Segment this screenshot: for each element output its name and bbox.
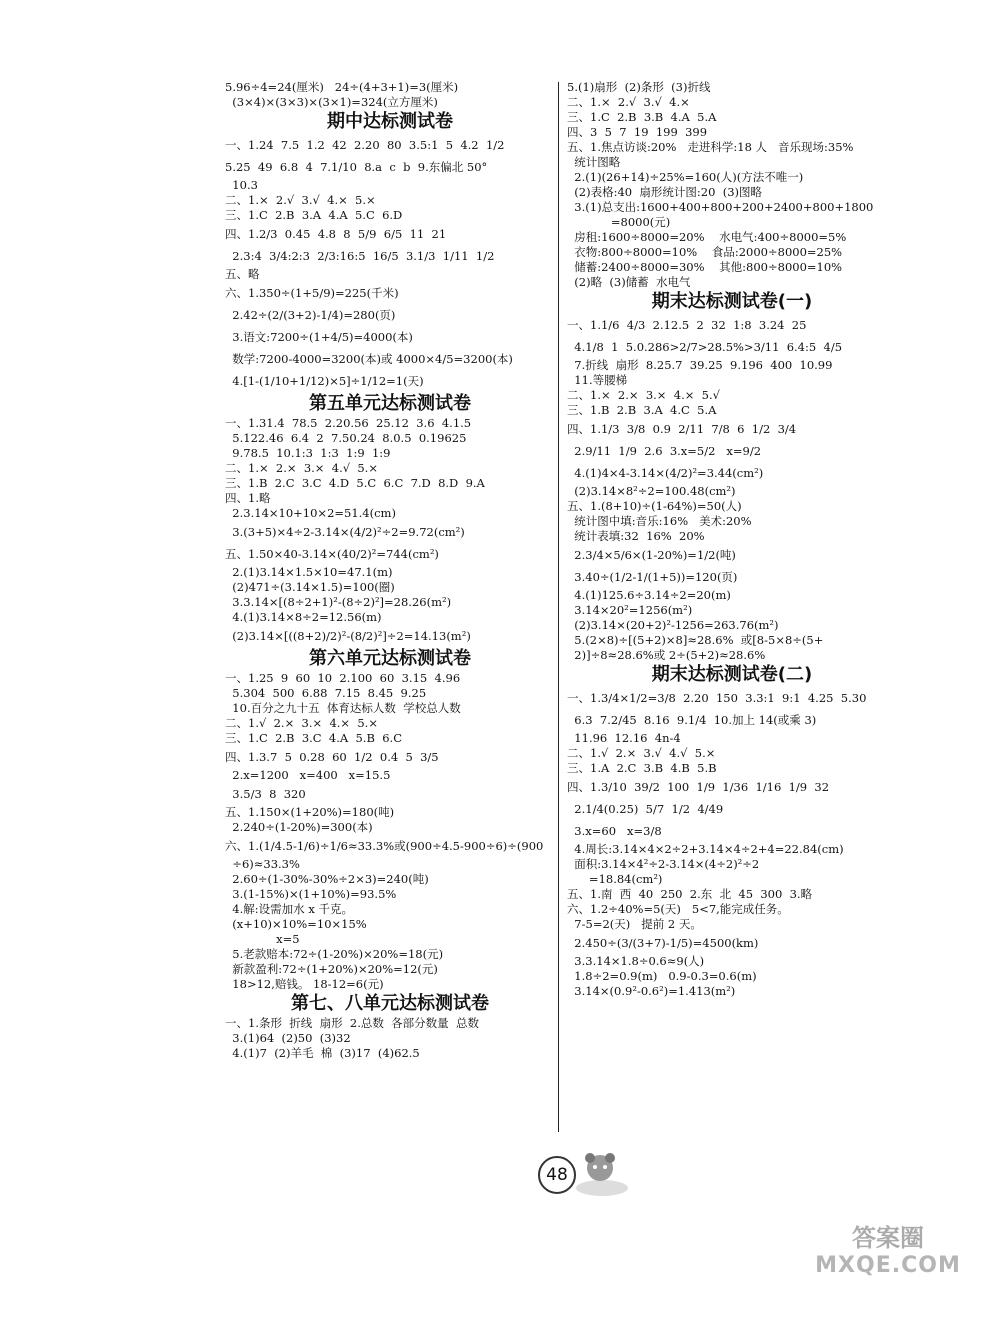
answer-line: 5.(2×8)÷[(5+2)×8]≈28.6% 或[8-5×8÷(5+ xyxy=(567,633,824,647)
answer-line: 5.老款赔本:72÷(1-20%)×20%=18(元) xyxy=(225,947,444,961)
answer-line: 四、3 5 7 19 199 399 xyxy=(567,125,708,139)
answer-line: 2.1/4(0.25) 5/7 1/2 4/49 xyxy=(567,802,724,816)
answer-line: 4.(1)125.6÷3.14÷2=20(m) xyxy=(567,588,731,602)
answer-line: 10.百分之九十五 体育达标人数 学校总人数 xyxy=(225,701,461,715)
answer-line: 四、1.3/10 39/2 100 1/9 1/36 1/16 1/9 32 xyxy=(567,780,830,794)
answer-line: 3.14×(0.9²-0.6²)=1.413(m²) xyxy=(567,984,736,998)
answer-line: 2.3/4×5/6×(1-20%)=1/2(吨) xyxy=(567,548,736,562)
answer-line: (2)略 (3)储蓄 水电气 xyxy=(567,275,691,289)
answer-line: 一、1.24 7.5 1.2 42 2.20 80 3.5:1 5 4.2 1/2 xyxy=(225,138,505,152)
answer-line: 三、1.C 2.B 3.B 4.A 5.A xyxy=(567,110,717,124)
answer-line: 一、1.31.4 78.5 2.20.56 25.12 3.6 4.1.5 xyxy=(225,416,472,430)
answer-line: 五、1.焦点访谈:20% 走进科学:18 人 音乐现场:35% xyxy=(567,140,854,154)
answer-line: 3.(1)64 (2)50 (3)32 xyxy=(225,1031,351,1045)
answer-line: 3.14×20²=1256(m²) xyxy=(567,603,693,617)
answer-line: 10.3 xyxy=(225,178,258,192)
answer-line: 4.1/8 1 5.0.286>2/7>28.5%>3/11 6.4:5 4/5 xyxy=(567,340,843,354)
answer-line: 4.(1)7 (2)羊毛 棉 (3)17 (4)62.5 xyxy=(225,1046,420,1060)
section-title: 期末达标测试卷(二) xyxy=(651,664,813,685)
answer-line: 11.等腰梯 xyxy=(567,373,628,387)
answer-line: 面积:3.14×4²÷2-3.14×(4÷2)²÷2 xyxy=(567,857,760,871)
answer-line: 三、1.A 2.C 3.B 4.B 5.B xyxy=(567,761,717,775)
answer-line: 3.(1-15%)×(1+10%)=93.5% xyxy=(225,887,397,901)
answer-line: 4.[1-(1/10+1/12)×5]÷1/12=1(天) xyxy=(225,374,424,388)
answer-line: 2.(1)3.14×1.5×10=47.1(m) xyxy=(225,565,393,579)
answer-line: 二、1.× 2.× 3.× 4.√ 5.× xyxy=(225,461,378,475)
section-title: 第七、八单元达标测试卷 xyxy=(291,993,489,1014)
answer-line: 一、1.1/6 4/3 2.12.5 2 32 1:8 3.24 25 xyxy=(567,318,807,332)
answer-line: 2)]÷8≈28.6%或 2÷(5+2)≈28.6% xyxy=(567,648,766,662)
answer-line: 18>12,赔钱。 18-12=6(元) xyxy=(225,977,384,991)
answer-line: 二、1.× 2.√ 3.√ 4.× 5.× xyxy=(225,193,376,207)
watermark-url: MXQE.COM xyxy=(815,1253,961,1278)
answer-line: 四、1.1/3 3/8 0.9 2/11 7/8 6 1/2 3/4 xyxy=(567,422,797,436)
answer-line: 2.450÷(3/(3+7)-1/5)=4500(km) xyxy=(567,936,759,950)
answer-line: 6.3 7.2/45 8.16 9.1/4 10.加上 14(或乘 3) xyxy=(567,713,817,727)
answer-line: 衣物:800÷8000=10% 食品:2000÷8000=25% xyxy=(567,245,843,259)
answer-line: 2.x=1200 x=400 x=15.5 xyxy=(225,768,391,782)
answer-line: (2)表格:40 扇形统计图:20 (3)图略 xyxy=(567,185,763,199)
answer-line: 2.60÷(1-30%-30%÷2×3)=240(吨) xyxy=(225,872,429,886)
answer-line: 5.96÷4=24(厘米) 24÷(4+3+1)=3(厘米) xyxy=(225,80,459,94)
answer-line: 3.5/3 8 320 xyxy=(225,787,306,801)
answer-line: 一、1.3/4×1/2=3/8 2.20 150 3.3:1 9:1 4.25 5.30 xyxy=(567,691,867,705)
answer-line: 一、1.25 9 60 10 2.100 60 3.15 4.96 xyxy=(225,671,461,685)
answer-line: 二、1.√ 2.× 3.√ 4.√ 5.× xyxy=(567,746,716,760)
answer-line: 5.(1)扇形 (2)条形 (3)折线 xyxy=(567,80,711,94)
answer-line: 三、1.C 2.B 3.C 4.A 5.B 6.C xyxy=(225,731,402,745)
answer-line: 新款盈利:72÷(1+20%)×20%=12(元) xyxy=(225,962,438,976)
answer-line: 7-5=2(天) 提前 2 天。 xyxy=(567,917,702,931)
answer-line: 5.25 49 6.8 4 7.1/10 8.a c b 9.东偏北 50° xyxy=(225,160,488,174)
answer-line: 4.周长:3.14×4×2÷2+3.14×4÷2+4=22.84(cm) xyxy=(567,842,844,856)
answer-line: 二、1.√ 2.× 3.× 4.× 5.× xyxy=(225,716,378,730)
answer-line: 2.3.14×10+10×2=51.4(cm) xyxy=(225,506,396,520)
answer-line: 六、1.350÷(1+5/9)=225(千米) xyxy=(225,286,399,300)
answer-line: (2)471÷(3.14×1.5)=100(圈) xyxy=(225,580,395,594)
answer-line: 六、1.2÷40%=5(天) 5<7,能完成任务。 xyxy=(567,902,789,916)
answer-line: 五、1.(8+10)÷(1-64%)=50(人) xyxy=(567,499,742,513)
answer-line: 统计图中填:音乐:16% 美术:20% xyxy=(567,514,752,528)
answer-line: 2.(1)(26+14)÷25%=160(人)(方法不唯一) xyxy=(567,170,804,184)
answer-line: 5.304 500 6.88 7.15 8.45 9.25 xyxy=(225,686,427,700)
answer-line: 3.x=60 x=3/8 xyxy=(567,824,662,838)
answer-line: 3.3.14×[(8÷2+1)²-(8÷2)²]=28.26(m²) xyxy=(225,595,452,609)
answer-line: 五、略 xyxy=(225,267,260,281)
answer-line: =18.84(cm²) xyxy=(567,872,663,886)
section-title: 期末达标测试卷(一) xyxy=(651,291,813,312)
answer-line: (3×4)×(3×3)×(3×1)=324(立方厘米) xyxy=(225,95,438,109)
answer-line: 五、1.50×40-3.14×(40/2)²=744(cm²) xyxy=(225,547,439,561)
right-column xyxy=(567,80,897,999)
answer-line: 3.(3+5)×4÷2-3.14×(4/2)²÷2=9.72(cm²) xyxy=(225,525,465,539)
answer-line: 四、1.2/3 0.45 4.8 8 5/9 6/5 11 21 xyxy=(225,227,447,241)
answer-line: 五、1.南 西 40 250 2.东 北 45 300 3.略 xyxy=(567,887,813,901)
answer-line: 5.122.46 6.4 2 7.50.24 8.0.5 0.19625 xyxy=(225,431,467,445)
answer-line: 二、1.× 2.× 3.× 4.× 5.√ xyxy=(567,388,720,402)
answer-line: (2)3.14×(20+2)²-1256=263.76(m²) xyxy=(567,618,779,632)
answer-line: 三、1.C 2.B 3.A 4.A 5.C 6.D xyxy=(225,208,403,222)
answer-line: =8000(元) xyxy=(567,215,671,229)
answer-line: 7.折线 扇形 8.25.7 39.25 9.196 400 10.99 xyxy=(567,358,833,372)
answer-line: 4.(1)3.14×8÷2=12.56(m) xyxy=(225,610,382,624)
answer-line: (2)3.14×8²÷2=100.48(cm²) xyxy=(567,484,736,498)
answer-line: 11.96 12.16 4n-4 xyxy=(567,731,681,745)
answer-line: 统计图略 xyxy=(567,155,621,169)
section-title: 第五单元达标测试卷 xyxy=(309,393,471,414)
answer-line: (x+10)×10%=10×15% xyxy=(225,917,367,931)
answer-line: 四、1.略 xyxy=(225,491,271,505)
answer-line: 五、1.150×(1+20%)=180(吨) xyxy=(225,805,395,819)
answer-line: 四、1.3.7 5 0.28 60 1/2 0.4 5 3/5 xyxy=(225,750,439,764)
answer-line: 二、1.× 2.√ 3.√ 4.× xyxy=(567,95,690,109)
answer-line: (2)3.14×[((8+2)/2)²-(8/2)²]÷2=14.13(m²) xyxy=(225,629,471,643)
answer-line: x=5 xyxy=(225,932,300,946)
answer-line: 2.9/11 1/9 2.6 3.x=5/2 x=9/2 xyxy=(567,444,762,458)
answer-line: 六、1.(1/4.5-1/6)÷1/6≈33.3%或(900÷4.5-900÷6)÷(900 xyxy=(225,839,544,853)
page-number: 48 xyxy=(538,1156,576,1194)
answer-line: 4.(1)4×4-3.14×(4/2)²=3.44(cm²) xyxy=(567,466,764,480)
answer-line: 三、1.B 2.C 3.C 4.D 5.C 6.C 7.D 8.D 9.A xyxy=(225,476,485,490)
answer-line: 统计表填:32 16% 20% xyxy=(567,529,705,543)
watermark-logo: 答案圈 xyxy=(852,1224,924,1252)
answer-line: 1.8÷2=0.9(m) 0.9-0.3=0.6(m) xyxy=(567,969,757,983)
answer-line: 三、1.B 2.B 3.A 4.C 5.A xyxy=(567,403,717,417)
section-title: 期中达标测试卷 xyxy=(327,111,453,132)
mascot-icon xyxy=(572,1150,632,1198)
answer-line: 2.240÷(1-20%)=300(本) xyxy=(225,820,373,834)
answer-line: ÷6)≈33.3% xyxy=(225,857,300,871)
answer-line: 3.语文:7200÷(1+4/5)=4000(本) xyxy=(225,330,413,344)
answer-line: 房租:1600÷8000=20% 水电气:400÷8000=5% xyxy=(567,230,847,244)
section-title: 第六单元达标测试卷 xyxy=(309,648,471,669)
answer-line: 3.(1)总支出:1600+400+800+200+2400+800+1800 xyxy=(567,200,874,214)
answer-line: 一、1.条形 折线 扇形 2.总数 各部分数量 总数 xyxy=(225,1016,479,1030)
answer-line: 9.78.5 10.1:3 1:3 1:9 1:9 xyxy=(225,446,391,460)
answer-line: 3.3.14×1.8÷0.6≈9(人) xyxy=(567,954,705,968)
answer-line: 2.42÷(2/(3+2)-1/4)=280(页) xyxy=(225,308,396,322)
answer-line: 3.40÷(1/2-1/(1+5))=120(页) xyxy=(567,570,738,584)
answer-line: 2.3:4 3/4:2:3 2/3:16:5 16/5 3.1/3 1/11 1/2 xyxy=(225,249,495,263)
answer-line: 4.解:设需加水 x 千克。 xyxy=(225,902,353,916)
column-divider xyxy=(558,82,559,1132)
watermark xyxy=(808,1218,968,1278)
left-column xyxy=(225,80,555,1061)
answer-line: 储蓄:2400÷8000=30% 其他:800÷8000=10% xyxy=(567,260,843,274)
answer-line: 数学:7200-4000=3200(本)或 4000×4/5=3200(本) xyxy=(225,352,513,366)
